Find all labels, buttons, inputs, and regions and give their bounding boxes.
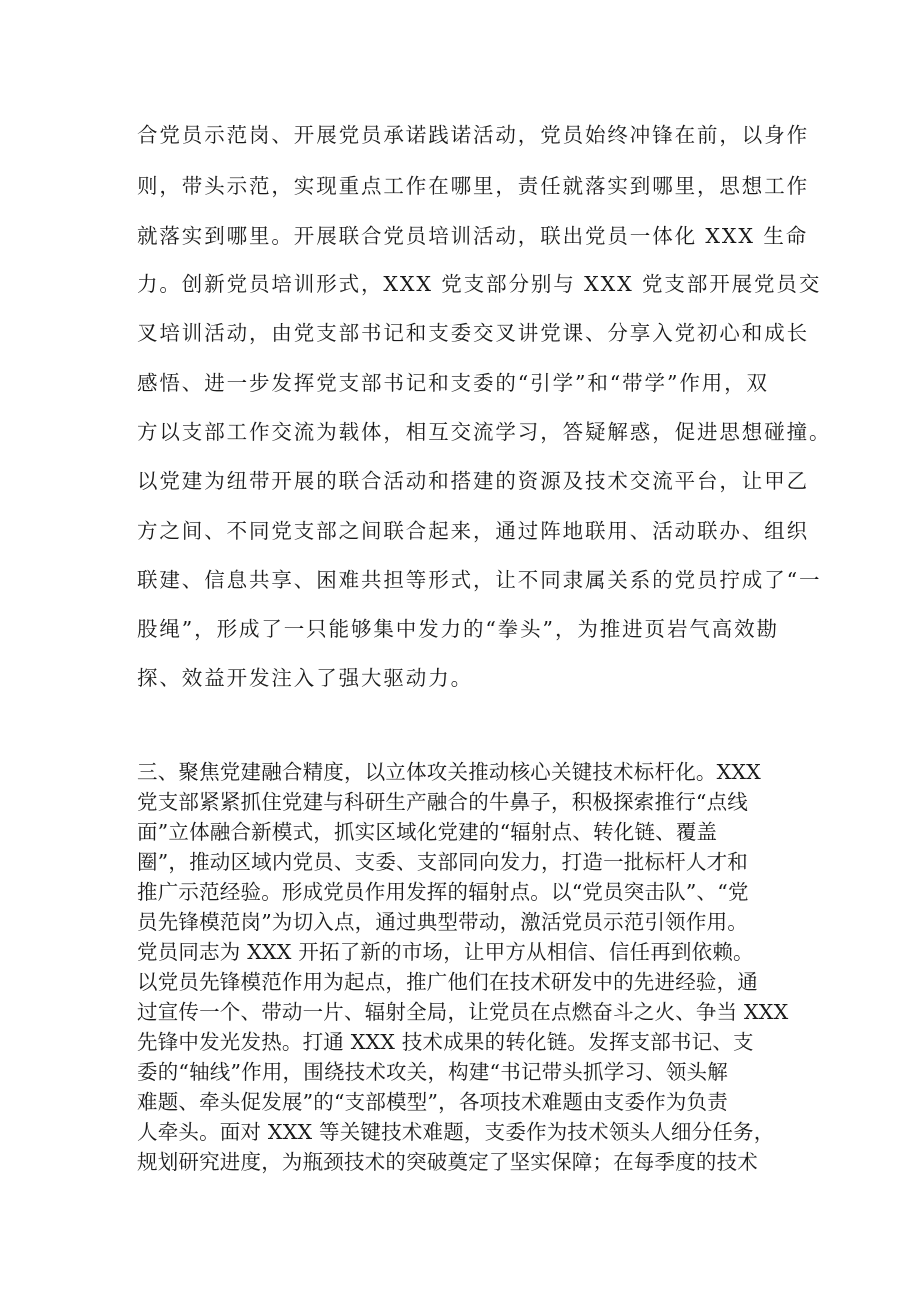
section-heading-line: 三、聚焦党建融合精度，以立体攻关推动核心关键技术标杆化。XXX xyxy=(137,760,761,784)
text-line: 力。创新党员培训形式，XXX 党支部分别与 XXX 党支部开展党员交 xyxy=(137,272,822,296)
text-line: 面”立体融合新模式，抓实区域化党建的“辐射点、转化链、覆盖 xyxy=(137,820,718,844)
text-line: 合党员示范岗、开展党员承诺践诺活动，党员始终冲锋在前，以身作 xyxy=(137,123,809,147)
text-line: 规划研究进度，为瓶颈技术的突破奠定了坚实保障；在每季度的技术 xyxy=(137,1150,758,1174)
text-line: 则，带头示范，实现重点工作在哪里，责任就落实到哪里，思想工作 xyxy=(137,174,809,198)
text-line: 党支部紧紧抓住党建与科研生产融合的牛鼻子，积极探索推行“点线 xyxy=(137,790,748,814)
text-line: 方以支部工作交流为载体，相互交流学习，答疑解惑，促进思想碰撞。 xyxy=(137,420,832,444)
text-line: 圈”，推动区域内党员、支委、支部同向发力，打造一批标杆人才和 xyxy=(137,850,748,874)
text-line: 党员同志为 XXX 开拓了新的市场，让甲方从相信、信任再到依赖。 xyxy=(137,940,754,964)
text-line: 以党员先锋模范作用为起点，推广他们在技术研发中的先进经验，通 xyxy=(137,970,758,994)
text-line: 叉培训活动，由党支部书记和支委交叉讲党课、分享入党初心和成长 xyxy=(137,321,809,345)
text-line: 联建、信息共享、困难共担等形式，让不同隶属关系的党员拧成了“一 xyxy=(137,568,822,592)
text-line: 探、效益开发注入了强大驱动力。 xyxy=(137,666,473,690)
text-line: 委的“轴线”作用，围绕技术攻关，构建“书记带头抓学习、领头解 xyxy=(137,1060,728,1084)
text-line: 股绳”，形成了一只能够集中发力的“拳头”，为推进页岩气高效勘 xyxy=(137,617,779,641)
text-line: 就落实到哪里。开展联合党员培训活动，联出党员一体化 XXX 生命 xyxy=(137,224,809,248)
text-line: 以党建为纽带开展的联合活动和搭建的资源及技术交流平台，让甲乙 xyxy=(137,469,809,493)
text-line: 难题、牵头促发展”的“支部模型”，各项技术难题由支委作为负责 xyxy=(137,1090,728,1114)
text-line: 感悟、进一步发挥党支部书记和支委的“引学”和“带学”作用，双 xyxy=(137,371,769,395)
text-line: 过宣传一个、带动一片、辐射全局，让党员在点燃奋斗之火、争当 XXX xyxy=(137,1000,789,1024)
text-line: 人牵头。面对 XXX 等关键技术难题，支委作为技术领头人细分任务， xyxy=(137,1120,775,1144)
text-line: 先锋中发光发热。打通 XXX 技术成果的转化链。发挥支部书记、支 xyxy=(137,1030,754,1054)
text-line: 推广示范经验。形成党员作用发挥的辐射点。以“党员突击队”、“党 xyxy=(137,880,749,904)
text-line: 方之间、不同党支部之间联合起来，通过阵地联用、活动联办、组织 xyxy=(137,519,809,543)
text-line: 员先锋模范岗”为切入点，通过典型带动，激活党员示范引领作用。 xyxy=(137,910,748,934)
